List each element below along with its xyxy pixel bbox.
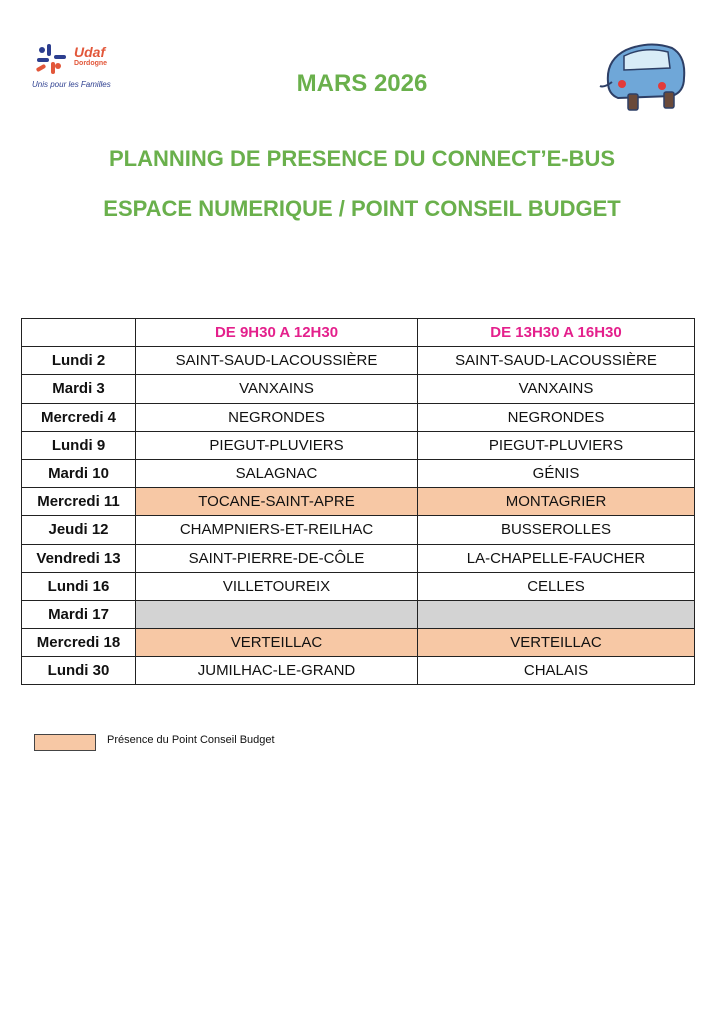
afternoon-cell: SAINT-SAUD-LACOUSSIÈRE xyxy=(418,347,695,375)
table-row xyxy=(22,572,695,600)
logo-brand: Udaf xyxy=(74,44,106,60)
table-row xyxy=(22,375,695,403)
morning-cell: SALAGNAC xyxy=(136,459,418,487)
table-row xyxy=(22,403,695,431)
table-row xyxy=(22,657,695,685)
day-cell: Vendredi 13 xyxy=(22,544,136,572)
table-header-row xyxy=(22,319,695,347)
afternoon-cell: BUSSEROLLES xyxy=(418,516,695,544)
morning-cell: SAINT-PIERRE-DE-CÔLE xyxy=(136,544,418,572)
table-row xyxy=(22,459,695,487)
table-row xyxy=(22,516,695,544)
day-cell: Mercredi 4 xyxy=(22,403,136,431)
afternoon-cell: LA-CHAPELLE-FAUCHER xyxy=(418,544,695,572)
table-row xyxy=(22,347,695,375)
planning-table xyxy=(21,318,695,685)
morning-cell: SAINT-SAUD-LACOUSSIÈRE xyxy=(136,347,418,375)
table-row xyxy=(22,431,695,459)
column-header-afternoon: DE 13H30 A 16H30 xyxy=(418,319,695,347)
morning-cell: VERTEILLAC xyxy=(136,629,418,657)
day-cell: Lundi 30 xyxy=(22,657,136,685)
afternoon-cell: VERTEILLAC xyxy=(418,629,695,657)
table-row xyxy=(22,629,695,657)
morning-cell: PIEGUT-PLUVIERS xyxy=(136,431,418,459)
afternoon-cell xyxy=(418,600,695,628)
table-row xyxy=(22,544,695,572)
day-cell: Mercredi 18 xyxy=(22,629,136,657)
day-cell: Lundi 9 xyxy=(22,431,136,459)
morning-cell: VANXAINS xyxy=(136,375,418,403)
day-cell: Lundi 16 xyxy=(22,572,136,600)
afternoon-cell: GÉNIS xyxy=(418,459,695,487)
month-title: MARS 2026 xyxy=(296,70,428,97)
legend-swatch xyxy=(34,734,96,751)
day-cell: Mardi 3 xyxy=(22,375,136,403)
afternoon-cell: CELLES xyxy=(418,572,695,600)
afternoon-cell: MONTAGRIER xyxy=(418,488,695,516)
day-cell: Mardi 17 xyxy=(22,600,136,628)
logo-subtitle: Dordogne xyxy=(74,60,108,67)
morning-cell: TOCANE-SAINT-APRE xyxy=(136,488,418,516)
day-cell: Mardi 10 xyxy=(22,459,136,487)
table-row xyxy=(22,600,695,628)
morning-cell: CHAMPNIERS-ET-REILHAC xyxy=(136,516,418,544)
day-cell: Jeudi 12 xyxy=(22,516,136,544)
table-row xyxy=(22,488,695,516)
column-header-morning: DE 9H30 A 12H30 xyxy=(136,319,418,347)
afternoon-cell: VANXAINS xyxy=(418,375,695,403)
day-cell: Mercredi 11 xyxy=(22,488,136,516)
afternoon-cell: NEGRONDES xyxy=(418,403,695,431)
planning-title: PLANNING DE PRESENCE DU CONNECT’E-BUS xyxy=(108,146,616,171)
legend-label: Présence du Point Conseil Budget xyxy=(107,734,275,746)
afternoon-cell: PIEGUT-PLUVIERS xyxy=(418,431,695,459)
afternoon-cell: CHALAIS xyxy=(418,657,695,685)
planning-subtitle: ESPACE NUMERIQUE / POINT CONSEIL BUDGET xyxy=(103,196,621,221)
logo-tagline: Unis pour les Familles xyxy=(32,80,111,89)
morning-cell: VILLETOUREIX xyxy=(136,572,418,600)
morning-cell: JUMILHAC-LE-GRAND xyxy=(136,657,418,685)
day-cell: Lundi 2 xyxy=(22,347,136,375)
morning-cell xyxy=(136,600,418,628)
morning-cell: NEGRONDES xyxy=(136,403,418,431)
column-header-day xyxy=(22,319,136,347)
